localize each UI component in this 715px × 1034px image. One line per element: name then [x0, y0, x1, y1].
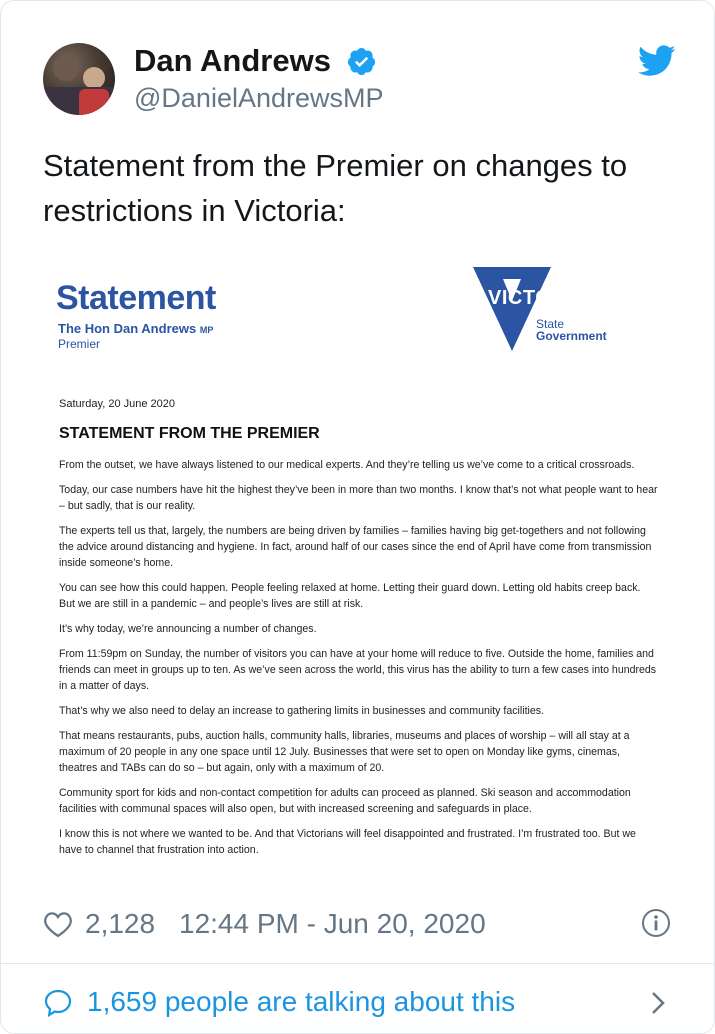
- statement-body: [59, 457, 659, 867]
- speech-bubble-icon: [43, 988, 73, 1018]
- premier-name: The Hon Dan Andrews MP: [58, 321, 214, 336]
- info-icon[interactable]: [641, 908, 671, 938]
- twitter-bird-icon[interactable]: [638, 45, 676, 77]
- author-name[interactable]: Dan Andrews: [134, 43, 331, 78]
- chevron-right-icon[interactable]: [648, 989, 668, 1017]
- attached-statement-image[interactable]: [43, 251, 673, 891]
- vic-logo-line1: State: [536, 317, 565, 331]
- statement-date: Saturday, 20 June 2020: [59, 398, 175, 410]
- paragraph: Today, our case numbers have hit the highest they’ve been in more than two months. I know that’s not what people want to hear – but sadly, that is our reality.: [59, 483, 658, 512]
- divider: [1, 963, 714, 964]
- heart-icon[interactable]: [43, 910, 73, 938]
- talking-count-text: 1,659 people are talking about this: [87, 986, 516, 1017]
- vic-logo-line2: Government: [536, 329, 607, 343]
- paragraph: That means restaurants, pubs, auction halls, community halls, libraries, museums and places of worship – will all stay at a maximum of 20 people in any one space until 12 July. Businesses that were set to open on Monday like gyms, cinemas, theatres and TABs can do so – but again, only with a maximum of 20.: [59, 729, 630, 775]
- paragraph: Community sport for kids and non-contact competition for adults can proceed as planned. Ski season and accommodation facilities with communal spaces will also open, but with increased screening and safeguards in place.: [59, 786, 631, 816]
- tweet-meta: [43, 906, 678, 944]
- tweet-text: Statement from the Premier on changes to restrictions in Victoria:: [43, 148, 628, 228]
- tweet-timestamp[interactable]: 12:44 PM - Jun 20, 2020: [179, 908, 486, 939]
- paragraph: From the outset, we have always listened to our medical experts. And they’re telling us we’ve come to a critical crossroads.: [59, 459, 635, 471]
- vic-logo-word: VICTORIA: [488, 287, 588, 309]
- paragraph: It’s why today, we’re announcing a number of changes.: [59, 622, 317, 635]
- paragraph: From 11:59pm on Sunday, the number of visitors you can have at your home will reduce to five. Outside the home, families and friends can meet in groups up to ten. As we’ve seen across the world, this virus has the ability to turn a few cases into hundreds in a matter of days.: [59, 647, 657, 693]
- paragraph: You can see how this could happen. People feeling relaxed at home. Letting their guard down. Letting old habits creep back. But we are still in a pandemic – and people’s lives are still at risk.: [59, 581, 641, 611]
- like-count[interactable]: 2,128: [85, 908, 156, 939]
- avatar[interactable]: [43, 43, 115, 115]
- paragraph: That’s why we also need to delay an increase to gathering limits in businesses and community facilities.: [59, 704, 545, 717]
- conversation-link[interactable]: [43, 983, 678, 1023]
- paragraph: The experts tell us that, largely, the numbers are being driven by families – families having big get-togethers and not following the advice around distancing and hygiene. In fact, around half of our cases since the end of April have come from transmission inside someone’s home.: [59, 524, 652, 570]
- premier-role: Premier: [58, 337, 101, 351]
- author-handle[interactable]: @DanielAndrewsMP: [134, 83, 384, 113]
- statement-logo-title: Statement: [56, 279, 216, 317]
- statement-heading: STATEMENT FROM THE PREMIER: [59, 425, 320, 442]
- paragraph: I know this is not where we wanted to be. And that Victorians will feel disappointed and frustrated. I’m frustrated too. But we have to channel that frustration into action.: [59, 827, 636, 857]
- verified-icon: [346, 46, 377, 77]
